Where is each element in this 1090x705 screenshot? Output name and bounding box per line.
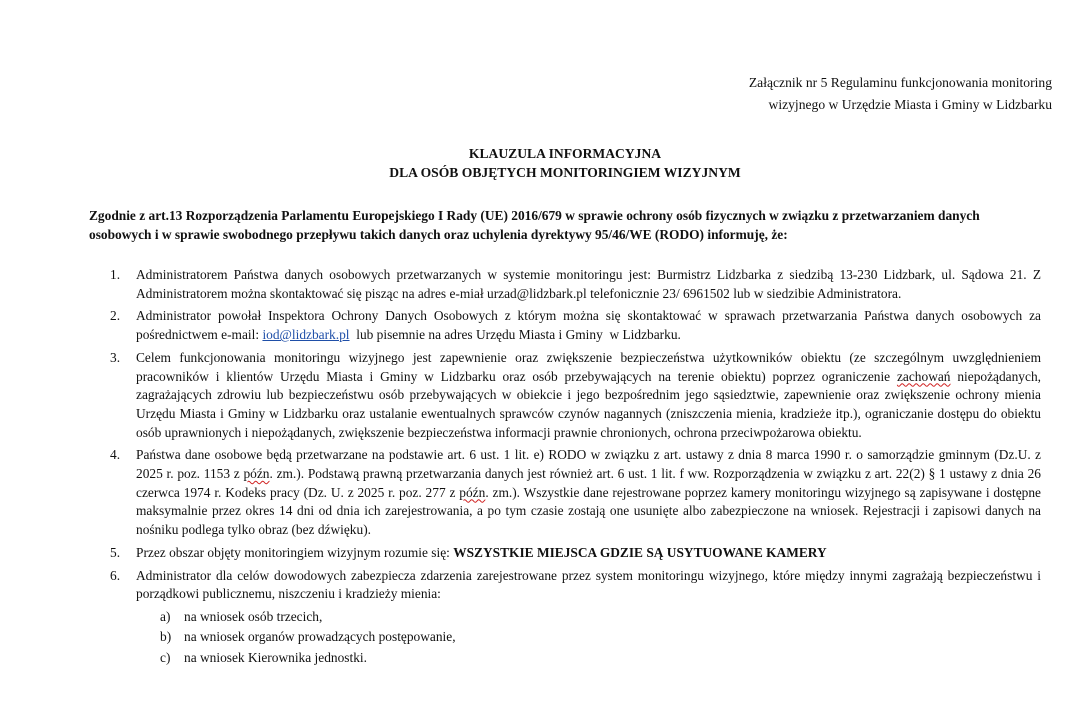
item-text: niepożądanych, zagrażających zdrowiu lub bezpieczeństwu osób przebywających w obiekcie i jego bezpośrednim jego sąsiedztwie, zapewnienie oraz zwiększenie ochrony mienia Urzędu Miasta i Gminy w Lidzbarku oraz ustalanie ewentualnych sprawców czynów nagannych (zniszczenia mienia, kradzieże itp.), ograniczanie dostępu do obiektu osób uprawnionych i niepożądanych, zwiększenie bezpieczeństwa informacji prawnie chronionych, ochrona przeciwpożarowa obiektu.	[136, 368, 1041, 440]
item-number: 4.	[110, 447, 121, 463]
title-line-2: DLA OSÓB OBJĘTYCH MONITORINGIEM WIZYJNYM	[389, 165, 741, 180]
item-text: Administratorem Państwa danych osobowych przetwarzanych w systemie monitoringu jest: Burmistrz Lidzbarka z siedzibą 13-230 Lidzbark, ul. Sądowa 21. Z Administratorem można skontaktować się pisząc na adres e-miał urzad@lidzbark.pl telefonicznie 23/ 6961502 lub w siedzibie Administratora.	[136, 267, 1041, 301]
title-line-1: KLAUZULA INFORMACYJNA	[468, 146, 662, 161]
item-text: Przez obszar objęty monitoringiem wizyjnym rozumie się:	[136, 544, 454, 560]
item-text: Państwa dane osobowe będą przetwarzane na podstawie art. 6 ust. 1 lit. e) RODO w związku z art. ustawy z dnia 8 marca 1990 r. o samorządzie gminnym (Dz.U. z 2025 r. poz. 1153 z	[136, 447, 1041, 482]
item-text: Administrator dla celów dowodowych zabezpiecza zdarzenia zarejestrowane przez system monitoringu wizyjnego, które między innymi zagrażają bezpieczeństwu i porządkowi publicznemu, niszczeniu i kradzieży mienia:	[136, 567, 1041, 602]
list-item	[110, 307, 1041, 344]
item-text: . zm.). Wszystkie dane rejestrowane poprzez kamery monitoringu wizyjnego są zapisywane i dostępne maksymalnie przez okres 14 dni od dnia ich zarejestrowania, a po tym czasie zostają one usunięte albo zabezpieczone na wniosek. Rejestracji i zapisowi danych na nośniku podlega tylko obraz (bez dźwięku).	[136, 484, 1041, 538]
item-text: . zm.). Podstawą prawną przetwarzania danych jest również art. 6 ust. 1 lit. f ww. Rozporządzenia w związku z art. 22(2) § 1 ustawy z dnia 26 czerwca 1974 r. Kodeks pracy (Dz. U. z 2025 r. poz. 277 z	[136, 466, 1042, 500]
list-item	[110, 349, 1041, 443]
sub-list	[160, 607, 1041, 669]
sub-list-item	[160, 627, 1041, 648]
item-text: Administrator powołał Inspektora Ochrony Danych Osobowych z którym można się skontaktować w sprawach przetwarzania Państwa danych osobowych za pośrednictwem e-mail:	[136, 308, 1041, 343]
item-number: 6.	[110, 567, 121, 583]
document-title	[0, 144, 1090, 182]
item-number: 3.	[110, 349, 121, 365]
sub-item-letter: b)	[160, 629, 172, 645]
spellcheck-flagged-word[interactable]: zachowań	[896, 368, 951, 384]
list-item	[110, 544, 1041, 563]
list-item	[110, 567, 1041, 669]
item-text: lub pisemnie na adres Urzędu Miasta i Gminy w Lidzbarku.	[349, 327, 681, 343]
intro-paragraph: Zgodnie z art.13 Rozporządzenia Parlamentu Europejskiego I Rady (UE) 2016/679 w sprawie ochrony osób fizycznych w związku z przetwarzaniem danych osobowych i w sprawie swobodnego przepływu takich danych oraz uchylenia dyrektywy 95/46/WE (RODO) informuję, że:	[89, 208, 980, 242]
sub-item-text: na wniosek organów prowadzących postępowanie,	[184, 629, 456, 645]
monitored-area-emphasis: WSZYSTKIE MIEJSCA GDZIE SĄ USYTUOWANE KAMERY	[453, 544, 827, 560]
sub-list-item	[160, 607, 1041, 628]
spellcheck-flagged-word[interactable]: późn	[459, 484, 486, 500]
attachment-line-1: Załącznik nr 5 Regulaminu funkcjonowania monitoring	[748, 75, 1052, 90]
sub-item-text: na wniosek Kierownika jednostki.	[184, 649, 367, 665]
sub-item-letter: c)	[160, 649, 171, 665]
spellcheck-flagged-word[interactable]: późn	[243, 466, 270, 482]
attachment-header	[749, 72, 1052, 116]
list-item	[110, 446, 1041, 540]
list-item	[110, 266, 1041, 303]
sub-item-letter: a)	[160, 608, 171, 624]
item-text: Celem funkcjonowania monitoringu wizyjnego jest zapewnienie oraz zwiększenie bezpieczeństwa użytkowników obiektu (ze szczególnym uwzględnieniem pracowników i klientów Urzędu Miasta i Gminy w Lidzbarku oraz osób przebywających na terenie obiektu) poprzez ograniczenie	[136, 349, 1041, 384]
attachment-line-2: wizyjnego w Urzędzie Miasta i Gminy w Lidzbarku	[768, 97, 1052, 112]
item-number: 2.	[110, 308, 121, 324]
clause-list	[110, 266, 1041, 672]
iod-email-link[interactable]: iod@lidzbark.pl	[262, 327, 350, 343]
sub-list-item	[160, 648, 1041, 669]
item-number: 1.	[110, 267, 121, 282]
sub-item-text: na wniosek osób trzecich,	[184, 608, 323, 624]
item-number: 5.	[110, 544, 121, 560]
